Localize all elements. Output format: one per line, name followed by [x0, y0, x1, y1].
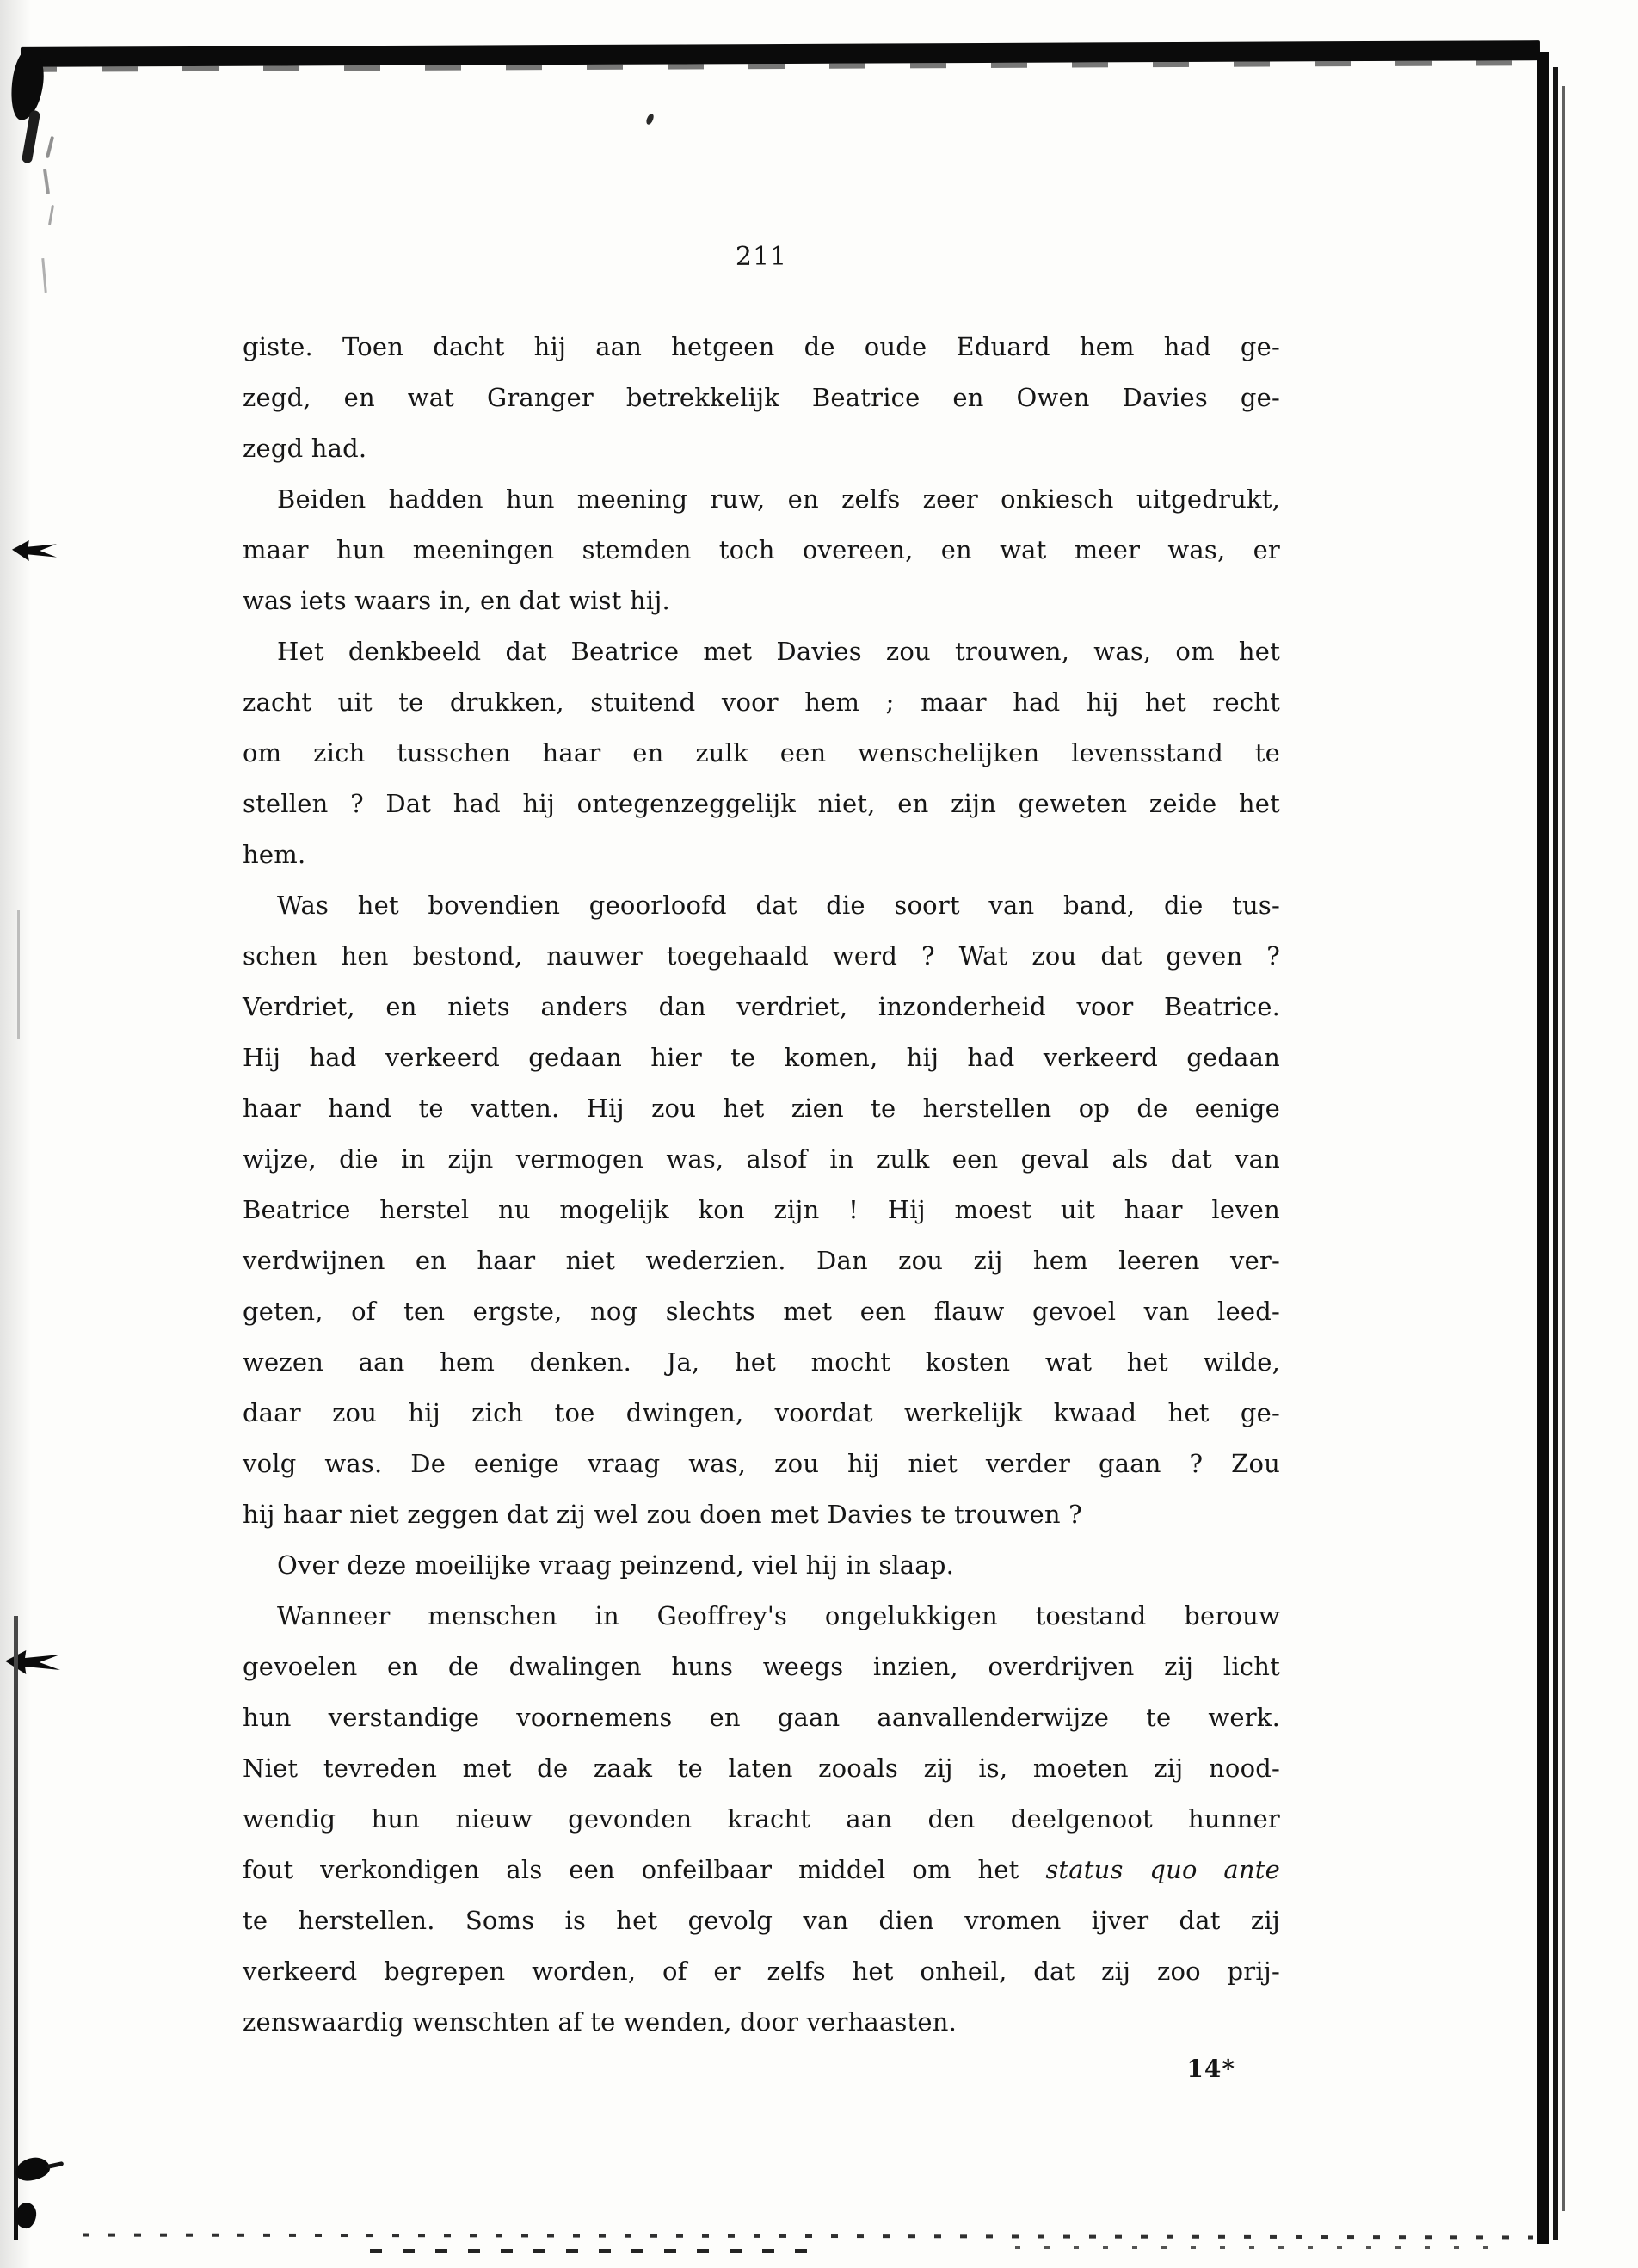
text-line: gevoelen en de dwalingen huns weegs inzien, overdrijven zij licht — [243, 1652, 1280, 1681]
text-line: volg was. De eenige vraag was, zou hij niet verder gaan ? Zou — [243, 1449, 1280, 1478]
paragraph — [243, 626, 1280, 880]
scan-artifact-right-edge-line-3 — [1562, 86, 1565, 2211]
text-line: schen hen bestond, nauwer toegehaald werd ? Wat zou dat geven ? — [243, 941, 1280, 971]
text-line: verdwijnen en haar niet wederzien. Dan zou zij hem leeren ver- — [243, 1246, 1280, 1275]
text-line: Niet tevreden met de zaak te laten zooals zij is, moeten zij nood- — [243, 1753, 1280, 1783]
signature-mark: 14* — [1186, 2055, 1235, 2083]
text-line: Verdriet, en niets anders dan verdriet, inzonderheid voor Beatrice. — [243, 992, 1280, 1021]
pencil-squiggle — [43, 169, 50, 194]
text-line: zegd, en wat Granger betrekkelijk Beatrice en Owen Davies ge- — [243, 383, 1280, 412]
scan-artifact-left-edge-line — [14, 1616, 18, 2240]
text-line: wijze, die in zijn vermogen was, alsof in zulk een geval als dat van — [243, 1144, 1280, 1174]
text-line: verkeerd begrepen worden, of er zelfs het onheil, dat zij zoo prij- — [243, 1957, 1280, 1986]
ink-blob-tail — [46, 2161, 65, 2169]
text-line: zegd had. — [243, 434, 367, 463]
page-number: 211 — [735, 242, 788, 272]
text-line: Beatrice herstel nu mogelijk kon zijn ! Hij moest uit haar leven — [243, 1195, 1280, 1224]
pencil-squiggle — [41, 258, 46, 293]
text-line: hij haar niet zeggen dat zij wel zou doen met Davies te trouwen ? — [243, 1500, 1082, 1529]
pencil-squiggle — [46, 136, 54, 158]
text-line: wendig hun nieuw gevonden kracht aan den deelgenoot hunner — [243, 1804, 1280, 1834]
ink-speck — [645, 113, 655, 126]
scan-artifact-bottom-noise-3 — [1015, 2246, 1497, 2249]
pencil-squiggle — [48, 205, 54, 225]
text-line: fout verkondigen als een onfeilbaar middel om het status quo ante — [243, 1855, 1280, 1884]
text-line: Het denkbeeld dat Beatrice met Davies zou trouwen, was, om het — [277, 637, 1280, 666]
text-line: Beiden hadden hun meening ruw, en zelfs zeer onkiesch uitgedrukt, — [277, 484, 1280, 514]
scan-artifact-right-edge-line-2 — [1553, 67, 1558, 2240]
text-line: giste. Toen dacht hij aan hetgeen de oude Eduard hem had ge- — [243, 332, 1280, 361]
text-line: maar hun meeningen stemden toch overeen, en wat meer was, er — [243, 535, 1280, 564]
scan-artifact-left-edge-line-faint — [17, 910, 20, 1039]
text-line: zacht uit te drukken, stuitend voor hem ; maar had hij het recht — [243, 687, 1280, 717]
text-line: Was het bovendien geoorloofd dat die soort van band, die tus- — [277, 891, 1280, 920]
text-line: daar zou hij zich toe dwingen, voordat werkelijk kwaad het ge- — [243, 1398, 1280, 1427]
text-line: Over deze moeilijke vraag peinzend, viel hij in slaap. — [277, 1550, 955, 1580]
scan-artifact-right-edge-line — [1537, 52, 1549, 2244]
text-line: haar hand te vatten. Hij zou het zien te herstellen op de eenige — [243, 1094, 1280, 1123]
paragraph — [243, 1540, 1280, 1591]
text-line: Wanneer menschen in Geoffrey's ongelukkigen toestand berouw — [277, 1601, 1280, 1630]
paragraph — [243, 1591, 1280, 2048]
text-line: om zich tusschen haar en zulk een wenschelijken levensstand te — [243, 738, 1280, 767]
paragraph — [243, 880, 1280, 1540]
text-line: wezen aan hem denken. Ja, het mocht kosten wat het wilde, — [243, 1347, 1280, 1377]
text-line: stellen ? Dat had hij ontegenzeggelijk niet, en zijn geweten zeide het — [243, 789, 1280, 818]
paragraph — [243, 474, 1280, 626]
text-block — [243, 322, 1280, 2048]
text-line: hem. — [243, 840, 306, 869]
paragraph — [243, 322, 1280, 474]
text-line: zenswaardig wenschten af te wenden, door verhaasten. — [243, 2007, 958, 2037]
scan-artifact-top-bar — [21, 40, 1540, 67]
text-line: te herstellen. Soms is het gevolg van dien vromen ijver dat zij — [243, 1906, 1280, 1935]
scan-artifact-bottom-noise — [83, 2234, 1533, 2240]
text-line: Hij had verkeerd gedaan hier te komen, hij had verkeerd gedaan — [243, 1043, 1280, 1072]
text-line: hun verstandige voornemens en gaan aanvallenderwijze te werk. — [243, 1703, 1280, 1732]
text-line: was iets waars in, en dat wist hij. — [243, 586, 670, 615]
text-line: geten, of ten ergste, nog slechts met een flauw gevoel van leed- — [243, 1297, 1280, 1326]
scan-artifact-bottom-noise-2 — [370, 2249, 817, 2253]
